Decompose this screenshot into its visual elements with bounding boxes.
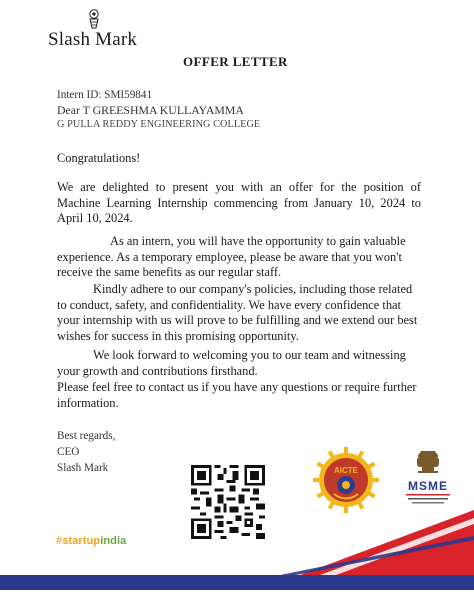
signature-company: Slash Mark xyxy=(57,462,109,474)
company-brand-name: Slash Mark xyxy=(48,29,138,50)
welcome-paragraph: We look forward to welcoming you to our team and witnessing your growth and contributions firsthand. xyxy=(57,348,406,378)
congratulations-line: Congratulations! xyxy=(57,151,141,165)
startup-india-part1: startup xyxy=(62,535,101,547)
intern-benefits-paragraph: As an intern, you will have the opportunity to gain valuable experience. As a temporary employee, please be aware that you won't receive the same benefits as our regular staff. xyxy=(57,234,406,280)
offer-paragraph-line: April 10, 2024. xyxy=(57,211,133,226)
signature-regards: Best regards, xyxy=(57,430,116,442)
recipient-name: Dear T GREESHMA KULLAYAMMA xyxy=(57,103,244,117)
msme-label: MSME xyxy=(408,479,448,493)
offer-paragraph-line: We are delighted to present you with an offer for the position of xyxy=(57,180,421,194)
offer-paragraph-line: Machine Learning Internship commencing from January 10, 2024 to xyxy=(57,195,421,210)
page-title: OFFER LETTER xyxy=(183,54,288,69)
startup-india-hash: # xyxy=(56,535,63,547)
slash-mark-logo-icon xyxy=(87,9,101,31)
startup-india-logo xyxy=(56,535,126,547)
msme-emblem-icon xyxy=(400,448,456,516)
contact-paragraph: Please feel free to contact us if you have any questions or require further information. xyxy=(57,380,417,410)
policy-paragraph: Kindly adhere to our company's policies, including those related to conduct, safety, and confidentiality. We have every confidence that your internship with us will prove to be fulfilling and we extend our best wishes for success in this promising opportunity. xyxy=(57,282,418,343)
signature-block xyxy=(57,428,115,476)
intern-id: Intern ID: SMI59841 xyxy=(57,89,153,101)
offer-paragraph xyxy=(57,180,421,227)
signature-role: CEO xyxy=(57,446,80,458)
qr-code-icon xyxy=(191,465,265,539)
aicte-emblem-icon xyxy=(313,447,379,513)
aicte-label: AICTE xyxy=(334,466,358,475)
startup-india-part2: india xyxy=(100,535,127,547)
recipient-college: G PULLA REDDY ENGINEERING COLLEGE xyxy=(57,119,261,130)
